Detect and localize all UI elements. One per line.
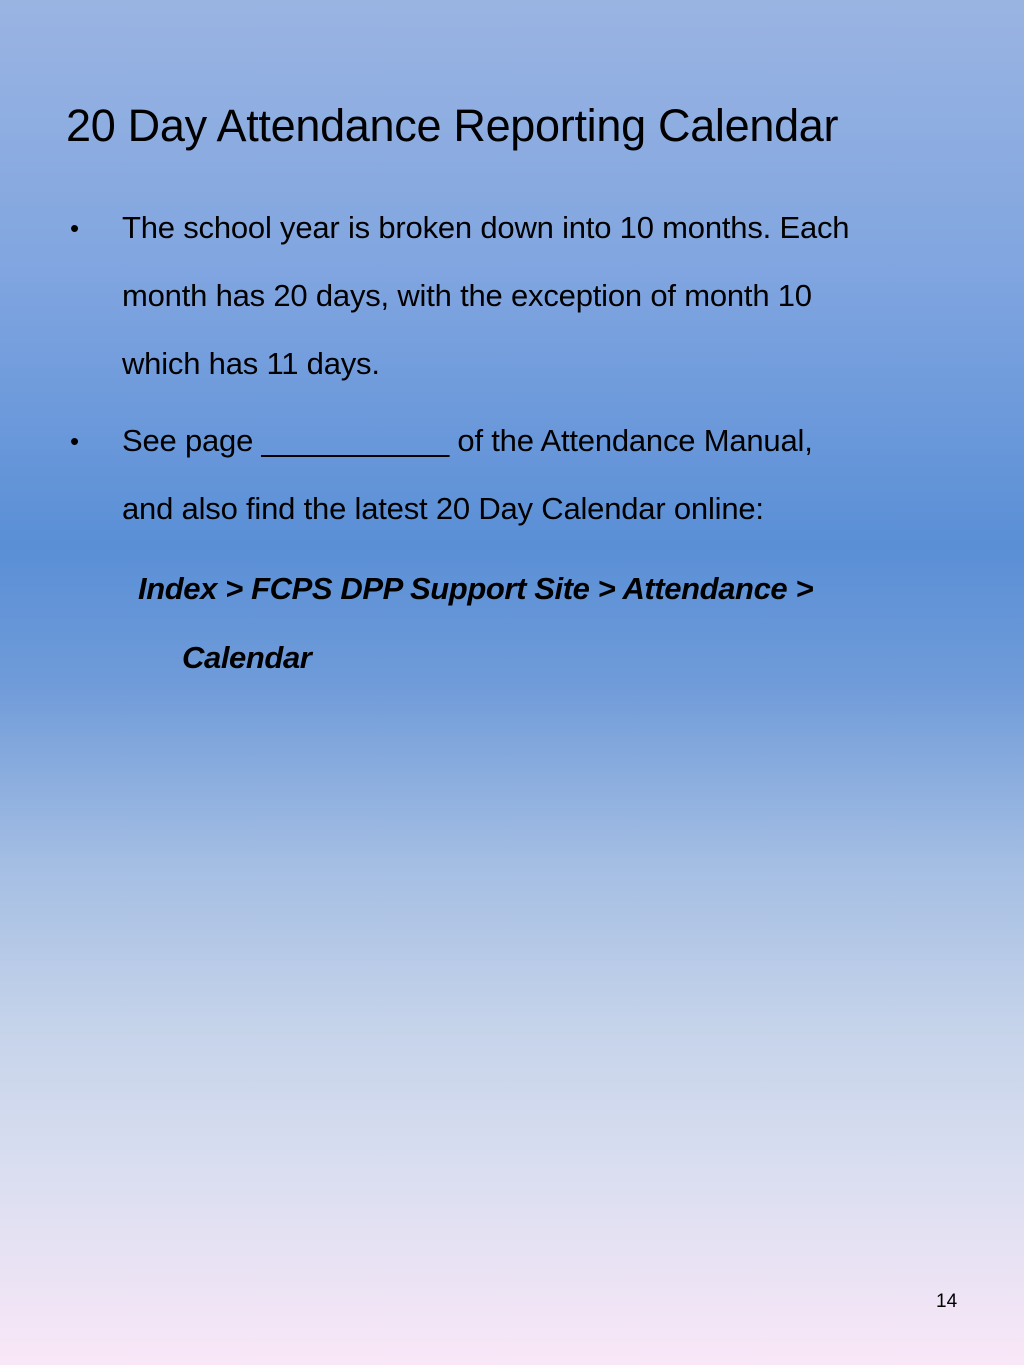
bullet-text-line: See page ___________ of the Attendance Manual, xyxy=(122,423,813,458)
navigation-path xyxy=(138,554,813,692)
bullet-point-icon: • xyxy=(70,213,80,243)
bullet-item xyxy=(66,407,966,543)
bullet-item xyxy=(66,194,966,398)
bullet-text-line: which has 11 days. xyxy=(122,346,380,381)
navigation-path-line: Calendar xyxy=(182,640,312,675)
bullet-text-line: The school year is broken down into 10 months. Each xyxy=(122,210,850,245)
slide-title: 20 Day Attendance Reporting Calendar xyxy=(66,100,839,151)
navigation-path-line: Index > FCPS DPP Support Site > Attendance > xyxy=(138,571,814,606)
page-number: 14 xyxy=(936,1291,958,1312)
bullet-point-icon: • xyxy=(70,426,80,456)
bullet-text-line: and also find the latest 20 Day Calendar online: xyxy=(122,491,764,526)
bullet-text-line: month has 20 days, with the exception of month 10 xyxy=(122,278,812,313)
bullet-list xyxy=(66,194,966,552)
